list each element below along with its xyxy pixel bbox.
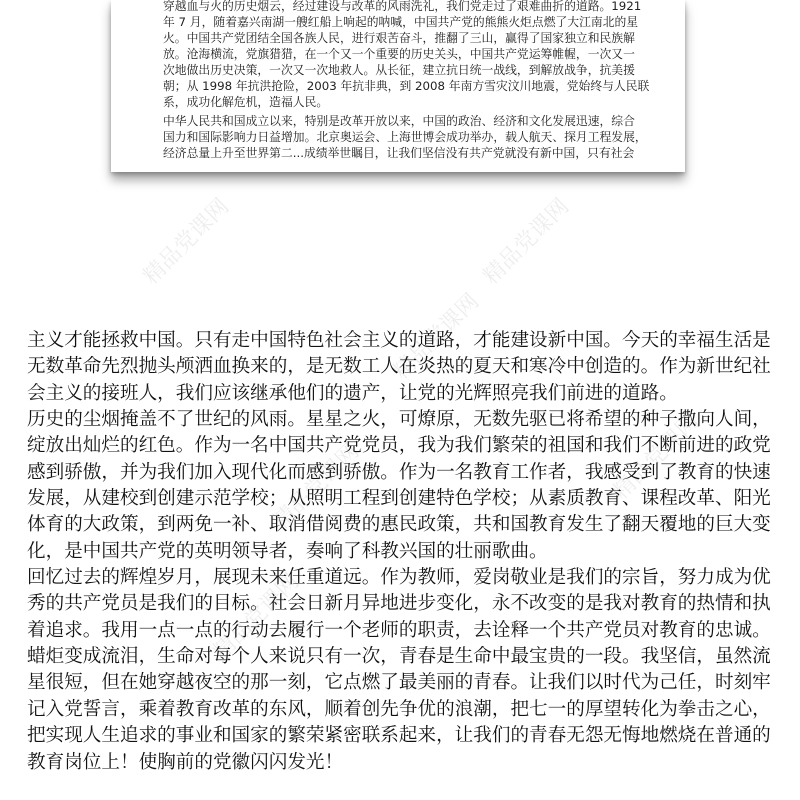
body-line: 绽放出灿烂的红色。作为一名中国共产党党员，我为我们繁荣的祖国和我们不断前进的政党 (27, 435, 771, 457)
watermark: 精品党课网 (478, 194, 575, 290)
watermark: 精品党课网 (138, 194, 235, 290)
preview-line: 次地做出历史决策，一次又一次地救人。从长征，建立抗日统一战线，到解放战争，抗美援 (163, 63, 635, 77)
body-line: 秀的共产党员是我们的目标。社会日新月异地进步变化，永不改变的是我对教育的热情和执 (27, 593, 771, 615)
body-line: 记入党誓言，乘着教育改革的东风，顺着创先争优的浪潮，把七一的厚望转化为拳击之心， (27, 698, 771, 720)
body-line: 把实现人生追求的事业和国家的繁荣紧密联系起来，让我们的青春无怨无悔地燃烧在普通的 (27, 725, 771, 747)
preview-line: 穿越血与火的历史烟云，经过建设与改革的风雨洗礼，我们党走过了艰难曲折的道路。1921 (163, 0, 642, 13)
body-line: 着追求。我用一点一点的行动去履行一个老师的职责，去诠释一个共产党员对教育的忠诚。 (27, 619, 771, 641)
preview-line: 年 7 月，随着嘉兴南湖一艘红船上响起的呐喊，中国共产党的熊熊火炬点燃了大江南北的星 (163, 15, 639, 29)
body-line: 回忆过去的辉煌岁月，展现未来任重道远。作为教师，爱岗敬业是我们的宗旨，努力成为优 (27, 567, 771, 589)
preview-text (163, 0, 663, 161)
preview-line: 中华人民共和国成立以来，特别是改革开放以来，中国的政治、经济和文化发展迅速，综合 (163, 114, 635, 128)
preview-line: 系，成功化解危机，造福人民。 (163, 95, 329, 109)
preview-line: 放。沧海横流，党旗猎猎，在一个又一个重要的历史关头，中国共产党运筹帷幄，一次又一 (163, 47, 635, 61)
body-line: 无数革命先烈抛头颅洒血换来的，是无数工人在炎热的夏天和寒冷中创造的。作为新世纪社 (27, 356, 771, 378)
body-line: 蜡炬变成流泪，生命对每个人来说只有一次，青春是生命中最宝贵的一段。我坚信，虽然流 (27, 646, 771, 668)
preview-line: 火。中国共产党团结全国各族人民，进行艰苦奋斗，推翻了三山，赢得了国家独立和民族解 (163, 31, 635, 45)
watermark: 精品党课网 (388, 289, 485, 385)
watermark: 精品党课网 (608, 409, 705, 505)
preview-line: 国力和国际影响力日益增加。北京奥运会、上海世博会成功举办，载人航天、探月工程发展， (163, 130, 647, 144)
preview-line: 朝；从 1998 年抗洪抢险，2003 年抗非典，到 2008 年南方雪灾汶川地震，党始终与人民联 (163, 79, 650, 93)
body-line: 发展，从建校到创建示范学校；从照明工程到创建特色学校；从素质教育、课程改革、阳光 (27, 488, 771, 510)
body-line: 会主义的接班人，我们应该继承他们的遗产，让党的光辉照亮我们前进的道路。 (27, 382, 678, 404)
body-line: 体育的大政策，到两免一补、取消借阅费的惠民政策，共和国教育发生了翻天覆地的巨大变 (27, 514, 771, 536)
body-line: 星很短，但在她穿越夜空的那一刻，它点燃了最美丽的青春。让我们以时代为己任，时刻牢 (27, 672, 771, 694)
preview-line: 经济总量上升至世界第二...成绩举世瞩目，让我们坚信没有共产党就没有新中国，只有社会 (163, 146, 635, 160)
watermark: 精品党课网 (208, 569, 305, 665)
body-line: 化，是中国共产党的英明领导者，奏响了科教兴国的壮丽歌曲。 (27, 540, 548, 562)
watermark: 精品党课网 (268, 439, 365, 535)
body-line: 教育岗位上！使胸前的党徽闪闪发光！ (27, 751, 344, 773)
document-body (27, 328, 777, 776)
body-line: 主义才能拯救中国。只有走中国特色社会主义的道路，才能建设新中国。今天的幸福生活是 (27, 330, 771, 351)
document-page-preview (111, 0, 685, 172)
body-line: 感到骄傲，并为我们加入现代化而感到骄傲。作为一名教育工作者，我感受到了教育的快速 (27, 461, 771, 483)
body-line: 历史的尘烟掩盖不了世纪的风雨。星星之火，可燎原，无数先驱已将希望的种子撒向人间， (27, 409, 771, 431)
